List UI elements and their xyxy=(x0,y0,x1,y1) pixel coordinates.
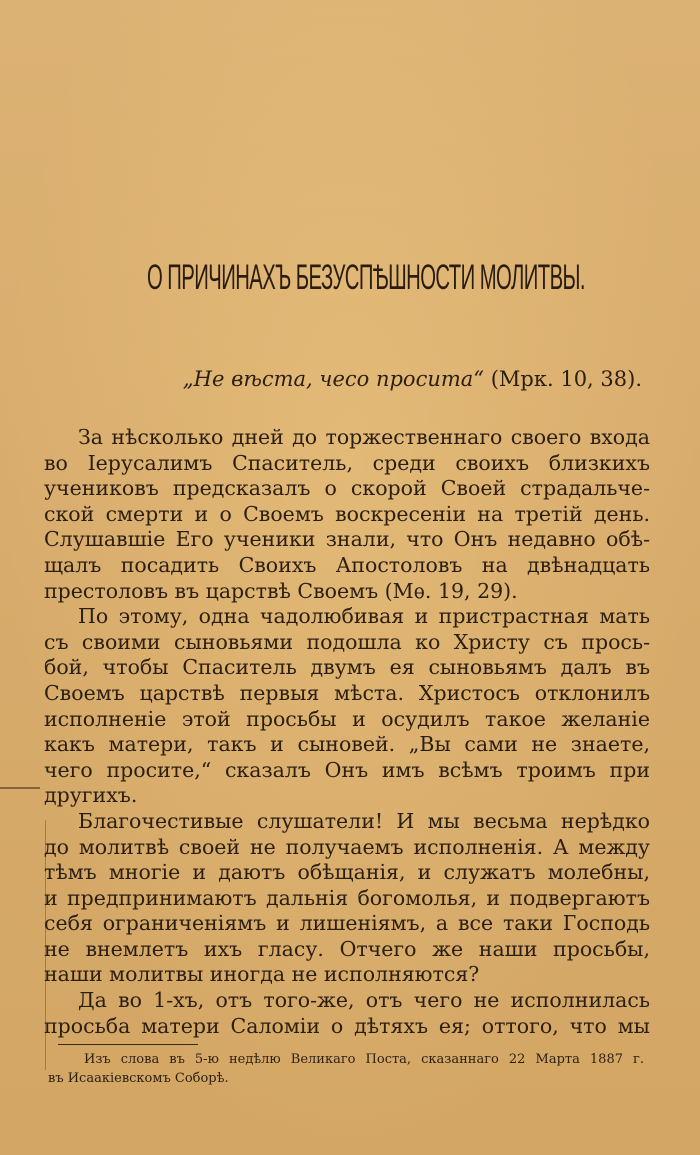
text-line: и предпринимаютъ дальнія богомолья, и подвергаютъ xyxy=(44,885,650,910)
text-line: Да во 1-хъ, отъ того-же, отъ чего не исполнилась xyxy=(78,988,650,1013)
text-line: съ своими сыновьями подошла ко Христу съ прось- xyxy=(44,629,650,654)
text-line: престоловъ въ царствѣ Своемъ (Мѳ. 19, 29). xyxy=(44,578,518,603)
footnote xyxy=(48,1050,644,1088)
text-line: наши молитвы иногда не исполняются? xyxy=(44,962,480,987)
footnote-rule xyxy=(58,1044,198,1045)
text-line: учениковъ предсказалъ о скорой Своей страдальче- xyxy=(44,476,650,501)
text-line: другихъ. xyxy=(44,783,138,808)
text-line: до молитвѣ своей не получаемъ исполненія. А между xyxy=(44,834,650,859)
epigraph-quote: „Не вѣста, чесо просита“ xyxy=(182,367,485,391)
text-line: По этому, одна чадолюбивая и пристрастная мать xyxy=(78,604,650,629)
text-line: просьба матери Саломіи о дѣтяхъ ея; оттого, что мы xyxy=(44,1013,650,1038)
margin-mark xyxy=(0,787,40,789)
epigraph-reference: (Мрк. 10, 38). xyxy=(490,367,642,391)
text-line: бой, чтобы Спаситель двумъ ея сыновьямъ далъ въ xyxy=(44,655,650,680)
body-text xyxy=(44,425,650,1039)
text-line: Слушавшіе Его ученики знали, что Онъ недавно обѣ- xyxy=(44,527,650,552)
text-line: ской смерти и о Своемъ воскресеніи на третій день. xyxy=(44,501,650,526)
text-line: Своемъ царствѣ первыя мѣста. Христосъ отклонилъ xyxy=(44,680,650,705)
text-line: не внемлетъ ихъ гласу. Отчего же наши просьбы, xyxy=(44,936,650,961)
text-line: За нѣсколько дней до торжественнаго своего входа xyxy=(78,425,650,449)
text-line: щалъ посадить Своихъ Апостоловъ на двѣнадцать xyxy=(44,552,650,577)
text-line: во Іерусалимъ Спаситель, среди своихъ близкихъ xyxy=(44,450,650,475)
text-line: чего просите,“ сказалъ Онъ имъ всѣмъ троимъ при xyxy=(44,757,650,782)
footnote-line: въ Исаакіевскомъ Соборѣ. xyxy=(48,1071,229,1086)
footnote-line: Изъ слова въ 5-ю недѣлю Великаго Поста, сказаннаго 22 Марта 1887 г. xyxy=(84,1052,644,1067)
text-line: какъ матери, такъ и сыновей. „Вы сами не знаете, xyxy=(44,732,650,757)
page-title: О ПРИЧИНАХЪ БЕЗУСПѢШНОСТИ МОЛИТВЫ. xyxy=(147,258,585,297)
text-line: исполненіе этой просьбы и осудилъ такое желаніе xyxy=(44,706,650,731)
epigraph xyxy=(183,367,642,391)
text-line: тѣмъ многіе и даютъ обѣщанія, и служатъ молебны, xyxy=(44,860,650,885)
text-line: Благочестивые слушатели! И мы весьма нерѣдко xyxy=(78,808,650,833)
text-line: себя ограниченіямъ и лишеніямъ, а все таки Господь xyxy=(44,911,650,936)
